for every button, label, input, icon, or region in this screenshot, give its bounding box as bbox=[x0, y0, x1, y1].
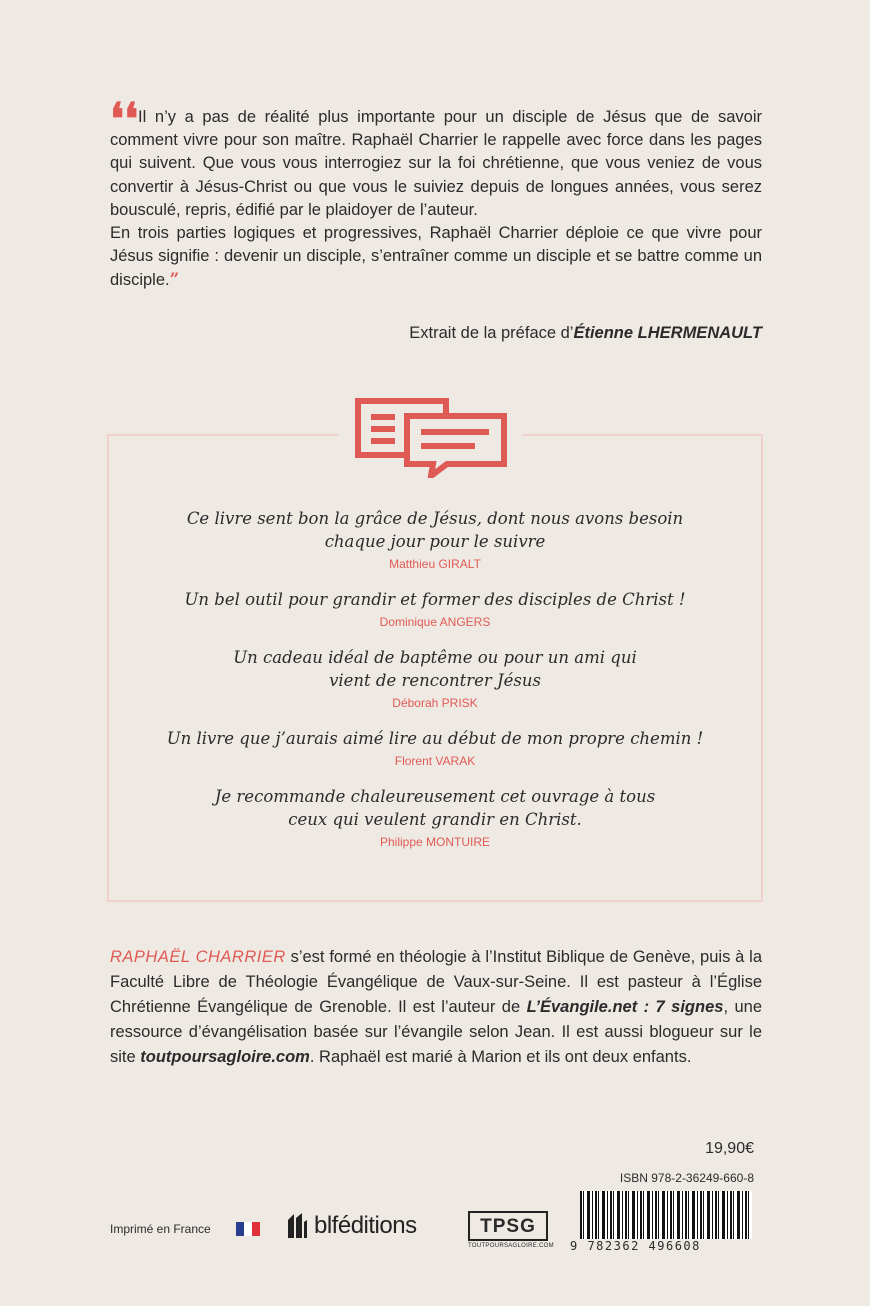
tpsg-logo bbox=[468, 1205, 554, 1255]
review-item bbox=[107, 727, 763, 768]
reviews-list bbox=[107, 507, 763, 866]
barcode bbox=[570, 1191, 756, 1251]
review-item bbox=[107, 507, 763, 571]
review-author: Matthieu GIRALT bbox=[389, 557, 481, 571]
review-text: Un bel outil pour grandir et former des disciples de Christ ! bbox=[184, 590, 686, 609]
chat-bubbles-icon bbox=[339, 392, 523, 482]
publisher-name: blféditions bbox=[314, 1212, 417, 1239]
blf-editions-logo bbox=[286, 1212, 417, 1240]
blf-book-icon bbox=[286, 1212, 308, 1240]
printed-in: Imprimé en France bbox=[110, 1222, 211, 1236]
barcode-number: 9 782362 496608 bbox=[570, 1239, 756, 1253]
author-name: RAPHAËL CHARRIER bbox=[110, 948, 286, 966]
review-item bbox=[107, 588, 763, 629]
review-item bbox=[107, 785, 763, 849]
isbn: ISBN 978-2-36249-660-8 bbox=[619, 1171, 754, 1185]
review-text: Je recommande chaleureusement cet ouvrage à tous ceux qui veulent grandir en Christ. bbox=[214, 787, 656, 829]
french-flag-icon bbox=[236, 1222, 260, 1236]
review-text: Ce livre sent bon la grâce de Jésus, dont nous avons besoin chaque jour pour le suivre bbox=[186, 509, 684, 551]
review-item bbox=[107, 646, 763, 710]
open-quote-icon: ❛❛ bbox=[110, 94, 139, 145]
author-bio: RAPHAËL CHARRIER s’est formé en théologie à l’Institut Biblique de Genève, puis à la Faculté Libre de Théologie Évangélique de Vaux-sur-Seine. Il est pasteur à l’Église Chrétienne Évangélique de Grenoble. Il est l’auteur de L’Évangile.net : 7 signes, une ressource d’évangélisation basée sur l’évangile selon Jean. Il est aussi blogueur sur le site toutpoursagloire.com. Raphaël est marié à Marion et ils ont deux enfants. bbox=[110, 948, 763, 1066]
review-author: Florent VARAK bbox=[394, 754, 476, 768]
tpsg-subtext: TOUTPOURSAGLOIRE.COM bbox=[468, 1243, 554, 1249]
preface-text: Il n’y a pas de réalité plus importante pour un disciple de Jésus que de savoir comment vivre pour son maître. Raphaël Charrier le rappelle avec force dans les pages qui suivent. Que vous vous interrogiez sur la foi chrétienne, que vous veniez de vous convertir à Jésus-Christ ou que vous le suiviez depuis de longues années, vous serez bousculé, repris, édifié par le plaidoyer de l’auteur. En trois parties logiques et progressives, Raphaël Charrier déploie ce que vivre pour Jésus signifie : devenir un disciple, s’entraîner comme un disciple et se battre comme un disciple.” bbox=[110, 108, 762, 290]
review-author: Philippe MONTUIRE bbox=[379, 835, 491, 849]
review-author: Dominique ANGERS bbox=[379, 615, 491, 629]
website-link[interactable]: toutpoursagloire.com bbox=[140, 1048, 310, 1066]
preface-quote bbox=[110, 94, 762, 342]
review-text: Un livre que j’aurais aimé lire au début de mon propre chemin ! bbox=[166, 729, 704, 748]
price: 19,90€ bbox=[705, 1140, 754, 1157]
review-author: Déborah PRISK bbox=[392, 696, 478, 710]
preface-source: Extrait de la préface d’Étienne LHERMENAULT bbox=[409, 324, 762, 342]
review-text: Un cadeau idéal de baptême ou pour un ami qui vient de rencontrer Jésus bbox=[233, 648, 637, 690]
tpsg-text: TPSG bbox=[468, 1211, 548, 1241]
book-title: L’Évangile.net : 7 signes bbox=[526, 998, 724, 1016]
